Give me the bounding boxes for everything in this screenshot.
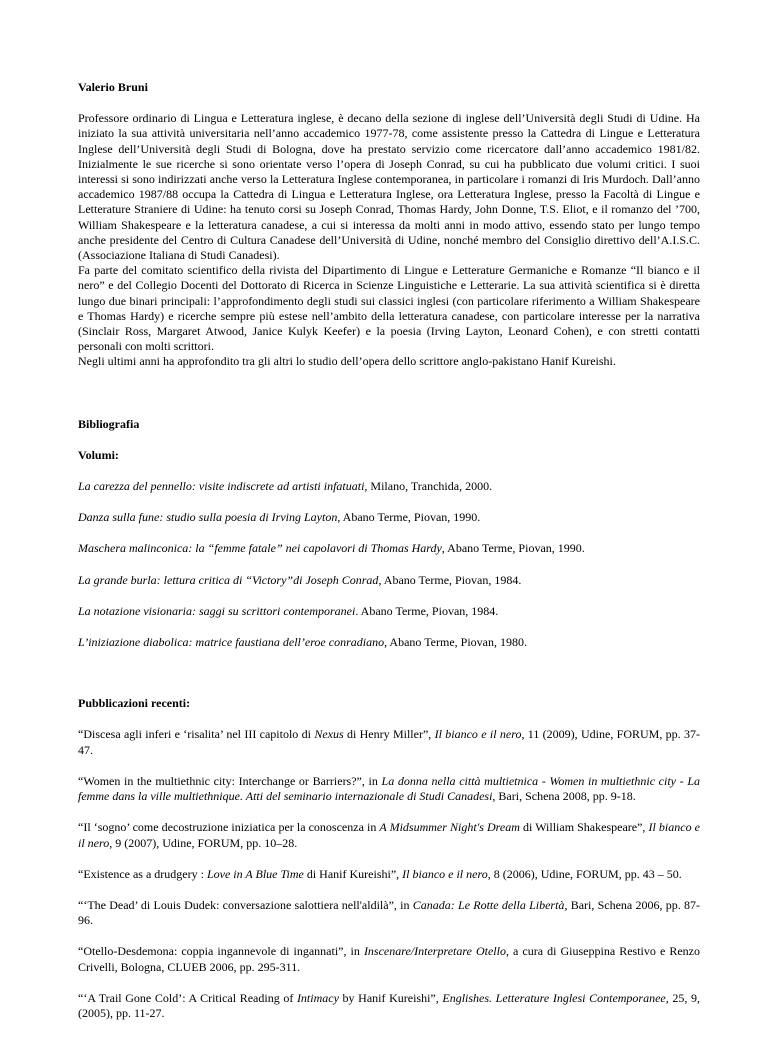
- volume-entry: [78, 604, 700, 619]
- pub-italic: Il bianco e il nero: [434, 727, 522, 742]
- pub-text: di Hanif Kureishi”,: [303, 866, 403, 881]
- pub-text: , a cura di Giuseppina Restivo e Renzo Crivelli, Bologna, CLUEB 2006, pp. 295-311.: [78, 944, 700, 974]
- volumes-list: [78, 479, 700, 650]
- pub-text: “‘A Trail Gone Cold’: A Critical Reading of: [78, 990, 297, 1005]
- publication-entry: [78, 820, 700, 850]
- volume-details: , Abano Terme, Piovan, 1990.: [337, 510, 481, 525]
- recent-publications-heading: Pubblicazioni recenti:: [78, 696, 191, 711]
- pub-text: di Henry Miller”,: [343, 727, 435, 742]
- volume-entry: [78, 541, 700, 556]
- volume-title: Danza sulla fune: studio sulla poesia di Irving Layton: [78, 510, 338, 525]
- volume-entry: [78, 635, 700, 650]
- volume-details: , Milano, Tranchida, 2000.: [364, 479, 493, 494]
- pub-italic: Canada: Le Rotte della Libertà: [412, 897, 565, 912]
- pub-italic: A Midsummer Night's Dream: [379, 820, 520, 835]
- pub-text: di William Shakespeare”,: [519, 820, 649, 835]
- pub-text: by Hanif Kureishi”,: [338, 990, 443, 1005]
- volume-entry: [78, 510, 700, 525]
- biography: [78, 111, 700, 369]
- volume-title: La notazione visionaria: saggi su scrittori contemporanei: [78, 603, 356, 618]
- pub-text: , 8 (2006), Udine, FORUM, pp. 43 – 50.: [487, 866, 682, 881]
- publication-entry: [78, 944, 700, 974]
- pub-italic: Englishes. Letterature Inglesi Contemporanee: [442, 990, 666, 1005]
- publications-list: [78, 727, 700, 1021]
- pub-italic: Inscenare/Interpretare Otello: [363, 944, 506, 959]
- volumes-heading: Volumi:: [78, 447, 119, 462]
- pub-text: , 11 (2009), Udine, FORUM, pp. 37-47.: [78, 727, 700, 757]
- document-page: [78, 80, 700, 1037]
- pub-text: “Discesa agli inferi e ‘risalita’ nel III capitolo di: [78, 727, 315, 742]
- bio-paragraph: Professore ordinario di Lingua e Letteratura inglese, è decano della sezione di inglese dell’Università degli Studi di Udine. Ha iniziato la sua attività universitaria nell’anno accademico 1977-78, come assistente presso la Cattedra di Lingue e Letteratura Inglese dell’Università degli Studi di Bologna, dove ha prestato servizio come ricercatore dall’anno accademico 1981/82. Inizialmente le sue ricerche si sono orientate verso l’opera di Joseph Conrad, su cui ha pubblicato due volumi critici. I suoi interessi si sono indirizzati anche verso la Letteratura Inglese contemporanea, in particolare i romanzi di Iris Murdoch. Dall’anno accademico 1987/88 occupa la Cattedra di Lingua e Letteratura Inglese, ora Letteratura Inglese, presso la Facoltà di Lingue e Letterature Straniere di Udine: ha tenuto corsi su Joseph Conrad, Thomas Hardy, John Donne, T.S. Eliot, e il romanzo del ’700, William Shakespeare e la letteratura canadese, a cui si interessa da molti anni in modo attivo, essendo stato per lungo tempo anche presidente del Centro di Cultura Canadese dell’Università di Udine, nonché membro del Consiglio direttivo dell’A.I.S.C. (Associazione Italiana di Studi Canadesi).: [78, 111, 700, 263]
- pub-text: “Otello-Desdemona: coppia ingannevole di ingannati”, in: [78, 944, 364, 959]
- volume-details: , Abano Terme, Piovan, 1990.: [441, 541, 585, 556]
- volume-title: La carezza del pennello: visite indiscrete ad artisti infatuati: [78, 479, 365, 494]
- volume-details: . Abano Terme, Piovan, 1984.: [355, 603, 499, 618]
- volume-title: L’iniziazione diabolica: matrice faustiana dell’eroe conradiano: [78, 635, 385, 650]
- pub-text: “‘The Dead’ di Louis Dudek: conversazione salottiera nell'aldilà”, in: [78, 897, 413, 912]
- bibliography-heading: Bibliografia: [78, 416, 140, 431]
- bio-paragraph: Negli ultimi anni ha approfondito tra gli altri lo studio dell’opera dello scrittore anglo-pakistano Hanif Kureishi.: [78, 354, 616, 369]
- publication-entry: [78, 898, 700, 928]
- publication-entry: [78, 867, 700, 882]
- pub-text: “Women in the multiethnic city: Interchange or Barriers?”, in: [78, 773, 382, 788]
- pub-text: , Bari, Schena 2008, pp. 9-18.: [492, 789, 636, 804]
- pub-italic: Intimacy: [296, 990, 339, 1005]
- pub-italic: Il bianco e il nero: [78, 820, 700, 850]
- publication-entry: [78, 774, 700, 804]
- pub-italic: Nexus: [314, 727, 344, 742]
- pub-text: , 9 (2007), Udine, FORUM, pp. 10–28.: [109, 835, 298, 850]
- volume-details: , Abano Terme, Piovan, 1980.: [384, 635, 527, 650]
- pub-italic: La donna nella città multietnica - Women in multiethnic city - La femme dans la ville multiethnique. Atti del seminario internazionale di Studi Canadesi: [78, 773, 700, 804]
- volume-entry: [78, 573, 700, 588]
- volume-entry: [78, 479, 700, 494]
- volume-title: La grande burla: lettura critica di “Victory”di Joseph Conrad: [78, 572, 379, 587]
- pub-text: “Il ‘sogno’ come decostruzione iniziatica per la conoscenza in: [78, 820, 380, 835]
- pub-text: , Bari, Schena 2006, pp. 87-96.: [78, 897, 701, 928]
- pub-text: “Existence as a drudgery :: [78, 866, 207, 881]
- publication-entry: [78, 727, 700, 757]
- bio-paragraph: Fa parte del comitato scientifico della rivista del Dipartimento di Lingue e Letterature Germaniche e Romanze “Il bianco e il nero” e del Collegio Docenti del Dottorato di Ricerca in Scienze Linguistiche e Letterarie. La sua attività scientifica si è diretta lungo due binari principali: l’approfondimento degli studi sui classici inglesi (con particolare riferimento a William Shakespeare e Thomas Hardy) e ricerche sempre più estese nell’ambito della letteratura canadese, con particolare interesse per la narrativa (Sinclair Ross, Margaret Atwood, Janice Kulyk Keefer) e la poesia (Irving Layton, Leonard Cohen), e con stretti contatti personali con molti scrittori.: [78, 263, 700, 354]
- volume-title: Maschera malinconica: la “femme fatale” nei capolavori di Thomas Hardy: [78, 541, 442, 556]
- author-name: Valerio Bruni: [78, 80, 148, 94]
- pub-text: , 25, 9, (2005), pp. 11-27.: [78, 990, 701, 1020]
- publication-entry: [78, 991, 700, 1021]
- pub-italic: Il bianco e il nero: [402, 866, 488, 881]
- volume-details: , Abano Terme, Piovan, 1984.: [378, 572, 522, 587]
- pub-italic: Love in A Blue Time: [206, 866, 304, 881]
